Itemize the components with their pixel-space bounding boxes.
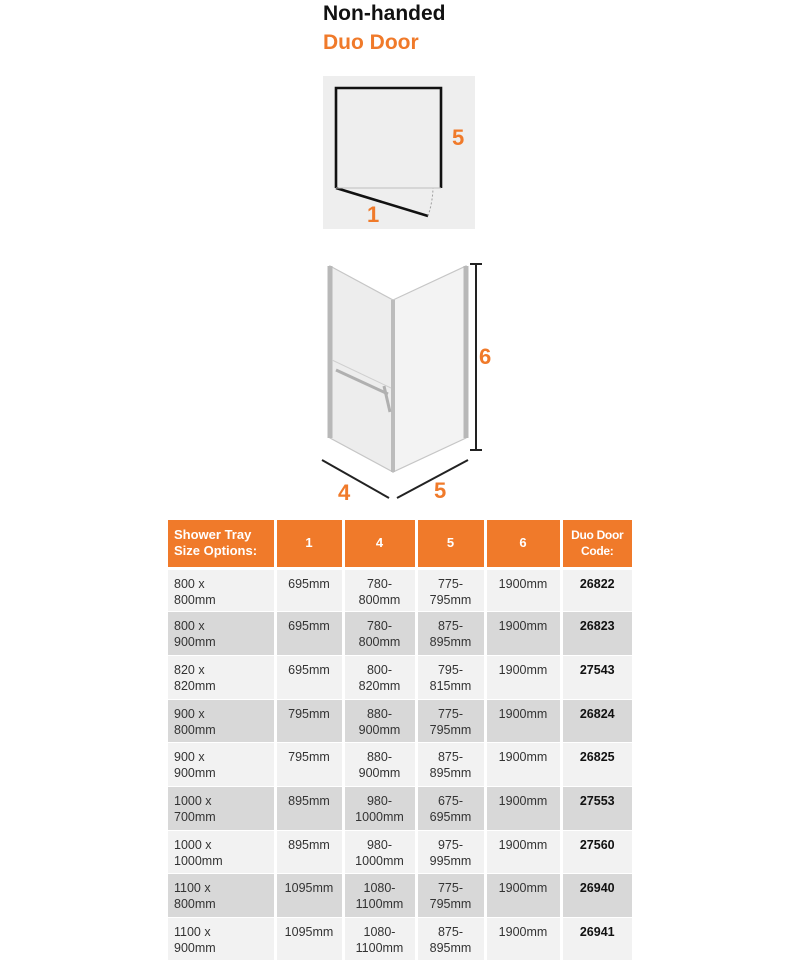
dimension-6-cell: 1900mm — [485, 699, 561, 743]
right-width-label: 5 — [434, 478, 447, 503]
plan-view-diagram — [323, 76, 475, 229]
product-code-cell: 27560 — [561, 830, 632, 874]
size-cell: 800 x 900mm — [168, 612, 275, 656]
table-row — [168, 830, 632, 874]
dimension-6-cell: 1900mm — [485, 568, 561, 612]
product-code-cell: 26824 — [561, 699, 632, 743]
left-width-dimension-line — [322, 460, 389, 498]
dimension-1-cell: 895mm — [275, 830, 343, 874]
dimension-5-cell: 795- 815mm — [416, 655, 485, 699]
size-cell: 820 x 820mm — [168, 655, 275, 699]
size-cell: 900 x 900mm — [168, 743, 275, 787]
product-subtitle: Duo Door — [323, 31, 419, 54]
table-header-row — [168, 520, 632, 568]
dimension-6-cell: 1900mm — [485, 612, 561, 656]
left-width-label: 4 — [338, 480, 351, 505]
dimension-1-cell: 895mm — [275, 786, 343, 830]
dimension-4-cell: 980- 1000mm — [343, 830, 416, 874]
size-cell: 1000 x 700mm — [168, 786, 275, 830]
dimension-5-cell: 775- 795mm — [416, 874, 485, 918]
plan-door-label: 1 — [367, 202, 380, 227]
size-options-table — [168, 520, 632, 960]
dimension-1-cell: 795mm — [275, 699, 343, 743]
product-code-cell: 26825 — [561, 743, 632, 787]
table-row — [168, 699, 632, 743]
header-dimension-1: 1 — [275, 520, 343, 568]
dimension-6-cell: 1900mm — [485, 918, 561, 960]
product-code-cell: 26822 — [561, 568, 632, 612]
table-row — [168, 918, 632, 960]
height-label: 6 — [479, 344, 492, 369]
table-row — [168, 612, 632, 656]
dimension-4-cell: 780- 800mm — [343, 612, 416, 656]
dimension-4-cell: 780- 800mm — [343, 568, 416, 612]
table-row — [168, 874, 632, 918]
dimension-4-cell: 1080- 1100mm — [343, 918, 416, 960]
dimension-5-cell: 875- 895mm — [416, 918, 485, 960]
dimension-5-cell: 875- 895mm — [416, 612, 485, 656]
plan-side-label: 5 — [452, 125, 465, 150]
size-cell: 1100 x 900mm — [168, 918, 275, 960]
table-row — [168, 568, 632, 612]
header-dimension-4: 4 — [343, 520, 416, 568]
product-code-cell: 26823 — [561, 612, 632, 656]
product-code-cell: 27553 — [561, 786, 632, 830]
dimension-5-cell: 675- 695mm — [416, 786, 485, 830]
dimension-5-cell: 775- 795mm — [416, 699, 485, 743]
side-glass-panel — [393, 266, 466, 472]
header-size-options: Shower Tray Size Options: — [168, 520, 275, 568]
dimension-1-cell: 795mm — [275, 743, 343, 787]
size-cell: 1100 x 800mm — [168, 874, 275, 918]
dimension-4-cell: 880- 900mm — [343, 699, 416, 743]
dimension-5-cell: 875- 895mm — [416, 743, 485, 787]
table-row — [168, 786, 632, 830]
product-code-cell: 27543 — [561, 655, 632, 699]
dimension-5-cell: 975- 995mm — [416, 830, 485, 874]
table-row — [168, 743, 632, 787]
dimension-4-cell: 800- 820mm — [343, 655, 416, 699]
front-glass-panel — [330, 266, 393, 472]
elevation-diagram — [308, 236, 508, 506]
header-dimension-5: 5 — [416, 520, 485, 568]
size-cell: 900 x 800mm — [168, 699, 275, 743]
page-title: Non-handed — [323, 2, 446, 25]
header-duo-door-code: Duo Door Code: — [561, 520, 632, 568]
dimension-1-cell: 1095mm — [275, 918, 343, 960]
dimension-5-cell: 775- 795mm — [416, 568, 485, 612]
dimension-6-cell: 1900mm — [485, 786, 561, 830]
dimension-1-cell: 695mm — [275, 568, 343, 612]
table-row — [168, 655, 632, 699]
dimension-6-cell: 1900mm — [485, 830, 561, 874]
size-cell: 800 x 800mm — [168, 568, 275, 612]
dimension-4-cell: 980- 1000mm — [343, 786, 416, 830]
dimension-1-cell: 695mm — [275, 612, 343, 656]
product-code-cell: 26941 — [561, 918, 632, 960]
dimension-6-cell: 1900mm — [485, 655, 561, 699]
dimension-6-cell: 1900mm — [485, 743, 561, 787]
product-code-cell: 26940 — [561, 874, 632, 918]
dimension-4-cell: 1080- 1100mm — [343, 874, 416, 918]
dimension-6-cell: 1900mm — [485, 874, 561, 918]
dimension-4-cell: 880- 900mm — [343, 743, 416, 787]
size-cell: 1000 x 1000mm — [168, 830, 275, 874]
header-dimension-6: 6 — [485, 520, 561, 568]
dimension-1-cell: 695mm — [275, 655, 343, 699]
dimension-1-cell: 1095mm — [275, 874, 343, 918]
